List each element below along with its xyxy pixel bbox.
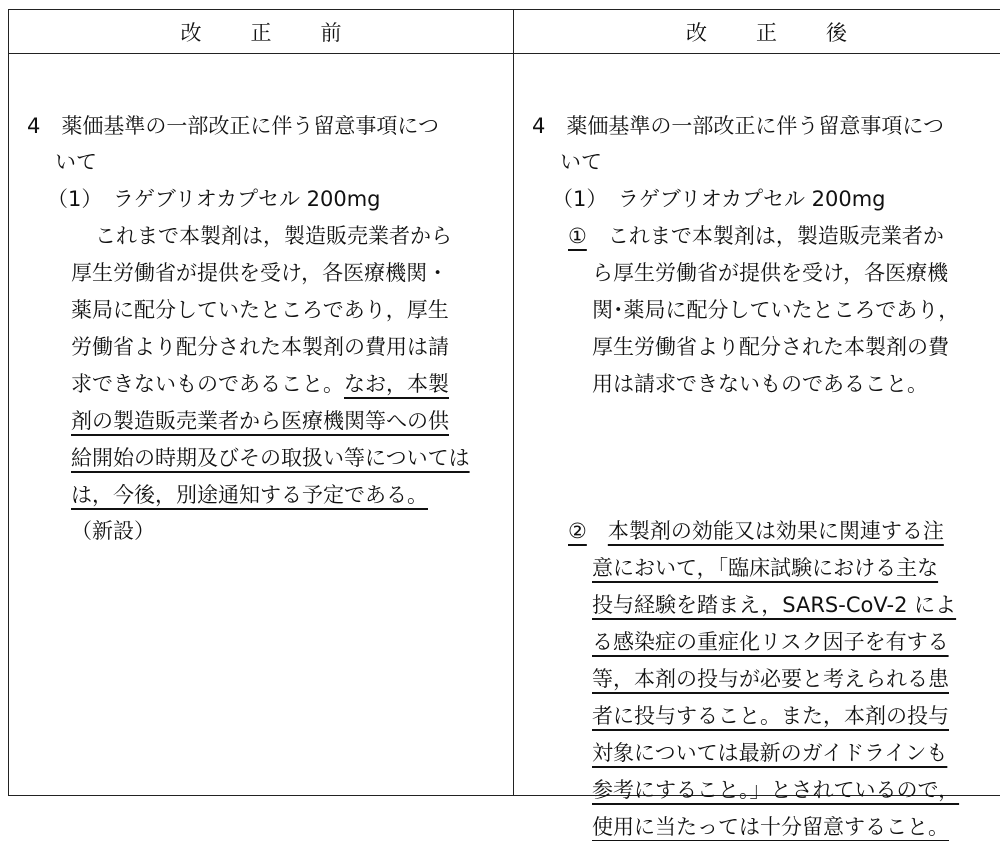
header-row bbox=[9, 10, 1000, 54]
left-body-line: 薬局に配分していたところであり，厚生 bbox=[71, 296, 449, 324]
left-column bbox=[9, 54, 514, 796]
left-section-heading: 4 薬価基準の一部改正に伴う留意事項につ bbox=[27, 112, 439, 140]
header-after: 改 正 後 bbox=[514, 10, 1000, 54]
left-body-line bbox=[71, 370, 449, 398]
right-point1-line bbox=[568, 222, 944, 250]
right-column bbox=[514, 54, 1000, 796]
right-section-heading-cont: いて bbox=[560, 148, 602, 176]
header-before: 改 正 前 bbox=[9, 10, 514, 54]
left-body-text: 求できないものであること。 bbox=[71, 372, 344, 396]
right-point2-line: 等，本剤の投与が必要と考えられる患 bbox=[592, 665, 949, 693]
right-point2-line: 使用に当たっては十分留意すること。 bbox=[592, 813, 949, 841]
right-section-heading: 4 薬価基準の一部改正に伴う留意事項につ bbox=[532, 112, 944, 140]
right-point1-line: 関･薬局に配分していたところであり， bbox=[592, 296, 959, 324]
right-point2-line: る感染症の重症化リスク因子を有する bbox=[592, 628, 949, 656]
point2-gap bbox=[587, 519, 608, 543]
right-item-title: （1） ラゲブリオカプセル 200mg bbox=[552, 185, 886, 213]
left-underlined-text: なお，本製 bbox=[344, 372, 449, 396]
left-cell bbox=[9, 54, 513, 795]
right-point2-line: 者に投与すること。また，本剤の投与 bbox=[592, 702, 949, 730]
right-point1-line: 厚生労働省より配分された本製剤の費 bbox=[592, 333, 949, 361]
right-point2-line: 対象については最新のガイドラインも bbox=[592, 739, 947, 767]
left-underlined-line: は，今後，別途通知する予定である。 bbox=[71, 481, 428, 509]
right-point1-line: 用は請求できないものであること。 bbox=[592, 370, 928, 398]
left-item-title: （1） ラゲブリオカプセル 200mg bbox=[47, 185, 381, 213]
left-body-line: 厚生労働省が提供を受け，各医療機関・ bbox=[71, 259, 448, 287]
right-point1-line: ら厚生労働省が提供を受け，各医療機 bbox=[592, 259, 948, 287]
left-underlined-line: 給開始の時期及びその取扱い等については bbox=[71, 444, 470, 472]
comparison-table bbox=[8, 9, 1000, 796]
point2-text: 本製剤の効能又は効果に関連する注 bbox=[608, 519, 944, 543]
point1-text: これまで本製剤は，製造販売業者か bbox=[587, 224, 944, 248]
left-new-note: （新設） bbox=[71, 517, 155, 545]
content-row bbox=[9, 54, 1000, 796]
left-body-line: これまで本製剤は，製造販売業者から bbox=[95, 222, 452, 250]
point1-marker: ① bbox=[568, 224, 587, 248]
right-point2-line bbox=[568, 517, 944, 545]
right-cell bbox=[514, 54, 1000, 795]
right-point2-line: 意において，「臨床試験における主な bbox=[592, 554, 938, 582]
right-point2-line: 参考にすること。」とされているので， bbox=[592, 776, 959, 804]
right-point2-line: 投与経験を踏まえ，SARS-CoV-2 によ bbox=[592, 591, 956, 619]
left-body-line: 労働省より配分された本製剤の費用は請 bbox=[71, 333, 449, 361]
left-section-heading-cont: いて bbox=[55, 148, 97, 176]
point2-marker: ② bbox=[568, 519, 587, 543]
left-underlined-line: 剤の製造販売業者から医療機関等への供 bbox=[71, 407, 449, 435]
